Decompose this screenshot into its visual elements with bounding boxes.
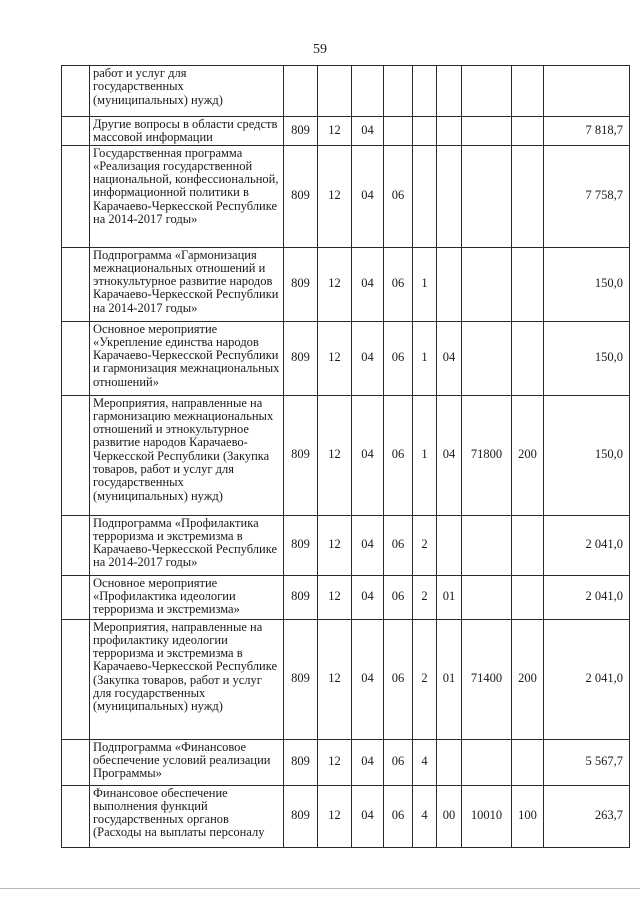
cell-sum: 7 818,7 xyxy=(544,117,630,146)
row-name: Подпрограмма «Профилактика терроризма и экстремизма в Карачаево-Черкесской Республике на 2014-2017 годы» xyxy=(90,515,284,575)
cell-sum: 2 041,0 xyxy=(544,515,630,575)
cell-event xyxy=(437,145,462,247)
cell-expense-type xyxy=(512,247,544,321)
cell-direction: 71400 xyxy=(462,619,512,739)
row-name: Другие вопросы в области средств массовой информации xyxy=(90,117,284,146)
cell-section: 12 xyxy=(318,117,352,146)
row-name: Финансовое обеспечение выполнения функций государственных органов (Расходы на выплаты персоналу xyxy=(90,785,284,847)
scan-footer-rule xyxy=(0,888,640,889)
cell-subsection: 04 xyxy=(352,619,384,739)
cell-expense-type xyxy=(512,321,544,395)
cell-direction xyxy=(462,247,512,321)
row-name: работ и услуг для государственных (муниципальных) нужд) xyxy=(90,66,284,117)
cell-direction: 71800 xyxy=(462,395,512,515)
cell-expense-type: 200 xyxy=(512,395,544,515)
blank-cell xyxy=(62,321,90,395)
table-row xyxy=(62,247,630,321)
cell-subsection: 04 xyxy=(352,395,384,515)
cell-expense-type xyxy=(512,575,544,619)
cell-subprogram: 4 xyxy=(413,785,437,847)
cell-event: 04 xyxy=(437,395,462,515)
blank-cell xyxy=(62,117,90,146)
cell-expense-type xyxy=(512,145,544,247)
cell-direction xyxy=(462,117,512,146)
cell-event: 01 xyxy=(437,575,462,619)
cell-sum: 2 041,0 xyxy=(544,575,630,619)
blank-cell xyxy=(62,145,90,247)
blank-cell xyxy=(62,619,90,739)
cell-event xyxy=(437,247,462,321)
cell-sum: 150,0 xyxy=(544,247,630,321)
cell-subprogram xyxy=(413,66,437,117)
cell-subsection: 04 xyxy=(352,117,384,146)
row-name: Мероприятия, направленные на гармонизацию межнациональных отношений и этнокультурное развитие народов Карачаево-Черкесской Республики (Закупка товаров, работ и услуг для государственных (муниципальных) нужд) xyxy=(90,395,284,515)
cell-section: 12 xyxy=(318,395,352,515)
cell-subprogram xyxy=(413,117,437,146)
table-row xyxy=(62,785,630,847)
table-row xyxy=(62,575,630,619)
cell-sum: 263,7 xyxy=(544,785,630,847)
cell-expense-type: 200 xyxy=(512,619,544,739)
cell-expense-type xyxy=(512,739,544,785)
cell-code: 809 xyxy=(284,739,318,785)
row-name: Подпрограмма «Финансовое обеспечение условий реализации Программы» xyxy=(90,739,284,785)
cell-section: 12 xyxy=(318,515,352,575)
cell-direction xyxy=(462,575,512,619)
cell-code xyxy=(284,66,318,117)
cell-event xyxy=(437,515,462,575)
cell-section: 12 xyxy=(318,575,352,619)
cell-subprogram xyxy=(413,145,437,247)
cell-sum: 150,0 xyxy=(544,395,630,515)
cell-code: 809 xyxy=(284,785,318,847)
cell-direction xyxy=(462,321,512,395)
cell-event: 00 xyxy=(437,785,462,847)
cell-sum: 5 567,7 xyxy=(544,739,630,785)
cell-event xyxy=(437,66,462,117)
cell-code: 809 xyxy=(284,247,318,321)
cell-code: 809 xyxy=(284,575,318,619)
page-number: 59 xyxy=(313,42,327,57)
cell-event: 01 xyxy=(437,619,462,739)
cell-subprogram: 1 xyxy=(413,395,437,515)
cell-code: 809 xyxy=(284,117,318,146)
cell-subprogram: 1 xyxy=(413,321,437,395)
cell-sum xyxy=(544,66,630,117)
table-row xyxy=(62,739,630,785)
cell-subsection: 04 xyxy=(352,739,384,785)
table-row xyxy=(62,66,630,117)
cell-sum: 2 041,0 xyxy=(544,619,630,739)
blank-cell xyxy=(62,247,90,321)
cell-direction xyxy=(462,739,512,785)
cell-sum: 150,0 xyxy=(544,321,630,395)
cell-subsection xyxy=(352,66,384,117)
blank-cell xyxy=(62,785,90,847)
cell-subsection: 04 xyxy=(352,247,384,321)
cell-direction xyxy=(462,145,512,247)
row-name: Основное мероприятие «Профилактика идеологии терроризма и экстремизма» xyxy=(90,575,284,619)
blank-cell xyxy=(62,575,90,619)
cell-program: 06 xyxy=(384,515,413,575)
blank-cell xyxy=(62,66,90,117)
blank-cell xyxy=(62,739,90,785)
cell-direction: 10010 xyxy=(462,785,512,847)
table-row xyxy=(62,395,630,515)
cell-expense-type: 100 xyxy=(512,785,544,847)
cell-section: 12 xyxy=(318,785,352,847)
cell-subprogram: 2 xyxy=(413,619,437,739)
cell-section xyxy=(318,66,352,117)
cell-program: 06 xyxy=(384,321,413,395)
table-row xyxy=(62,145,630,247)
row-name: Мероприятия, направленные на профилактику идеологии терроризма и экстремизма в Карачаево-Черкесской Республике (Закупка товаров, работ и услуг для государственных (муниципальных) нужд) xyxy=(90,619,284,739)
cell-program: 06 xyxy=(384,739,413,785)
cell-section: 12 xyxy=(318,247,352,321)
cell-event: 04 xyxy=(437,321,462,395)
table-row xyxy=(62,619,630,739)
cell-subsection: 04 xyxy=(352,145,384,247)
cell-program: 06 xyxy=(384,575,413,619)
cell-code: 809 xyxy=(284,619,318,739)
cell-program: 06 xyxy=(384,619,413,739)
table-row xyxy=(62,515,630,575)
cell-subsection: 04 xyxy=(352,575,384,619)
cell-subsection: 04 xyxy=(352,515,384,575)
cell-program xyxy=(384,117,413,146)
cell-program: 06 xyxy=(384,395,413,515)
table-row xyxy=(62,117,630,146)
cell-direction xyxy=(462,66,512,117)
cell-subsection: 04 xyxy=(352,785,384,847)
cell-event xyxy=(437,739,462,785)
cell-section: 12 xyxy=(318,321,352,395)
cell-code: 809 xyxy=(284,515,318,575)
cell-code: 809 xyxy=(284,395,318,515)
cell-expense-type xyxy=(512,515,544,575)
cell-code: 809 xyxy=(284,321,318,395)
row-name: Основное мероприятие «Укрепление единства народов Карачаево-Черкесской Республики и гармонизация межнациональных отношений» xyxy=(90,321,284,395)
cell-subsection: 04 xyxy=(352,321,384,395)
cell-subprogram: 1 xyxy=(413,247,437,321)
cell-subprogram: 2 xyxy=(413,515,437,575)
cell-direction xyxy=(462,515,512,575)
cell-program: 06 xyxy=(384,145,413,247)
cell-program xyxy=(384,66,413,117)
cell-program: 06 xyxy=(384,785,413,847)
row-name: Государственная программа «Реализация государственной национальной, конфессиональной, информационной политики в Карачаево-Черкесской Республике на 2014-2017 годы» xyxy=(90,145,284,247)
budget-table xyxy=(61,65,630,848)
cell-code: 809 xyxy=(284,145,318,247)
cell-expense-type xyxy=(512,117,544,146)
cell-expense-type xyxy=(512,66,544,117)
cell-sum: 7 758,7 xyxy=(544,145,630,247)
table-row xyxy=(62,321,630,395)
row-name: Подпрограмма «Гармонизация межнациональных отношений и этнокультурное развитие народов Карачаево-Черкесской Республики на 2014-2017 годы» xyxy=(90,247,284,321)
cell-program: 06 xyxy=(384,247,413,321)
cell-section: 12 xyxy=(318,145,352,247)
cell-subprogram: 2 xyxy=(413,575,437,619)
cell-subprogram: 4 xyxy=(413,739,437,785)
cell-event xyxy=(437,117,462,146)
blank-cell xyxy=(62,395,90,515)
blank-cell xyxy=(62,515,90,575)
cell-section: 12 xyxy=(318,739,352,785)
cell-section: 12 xyxy=(318,619,352,739)
